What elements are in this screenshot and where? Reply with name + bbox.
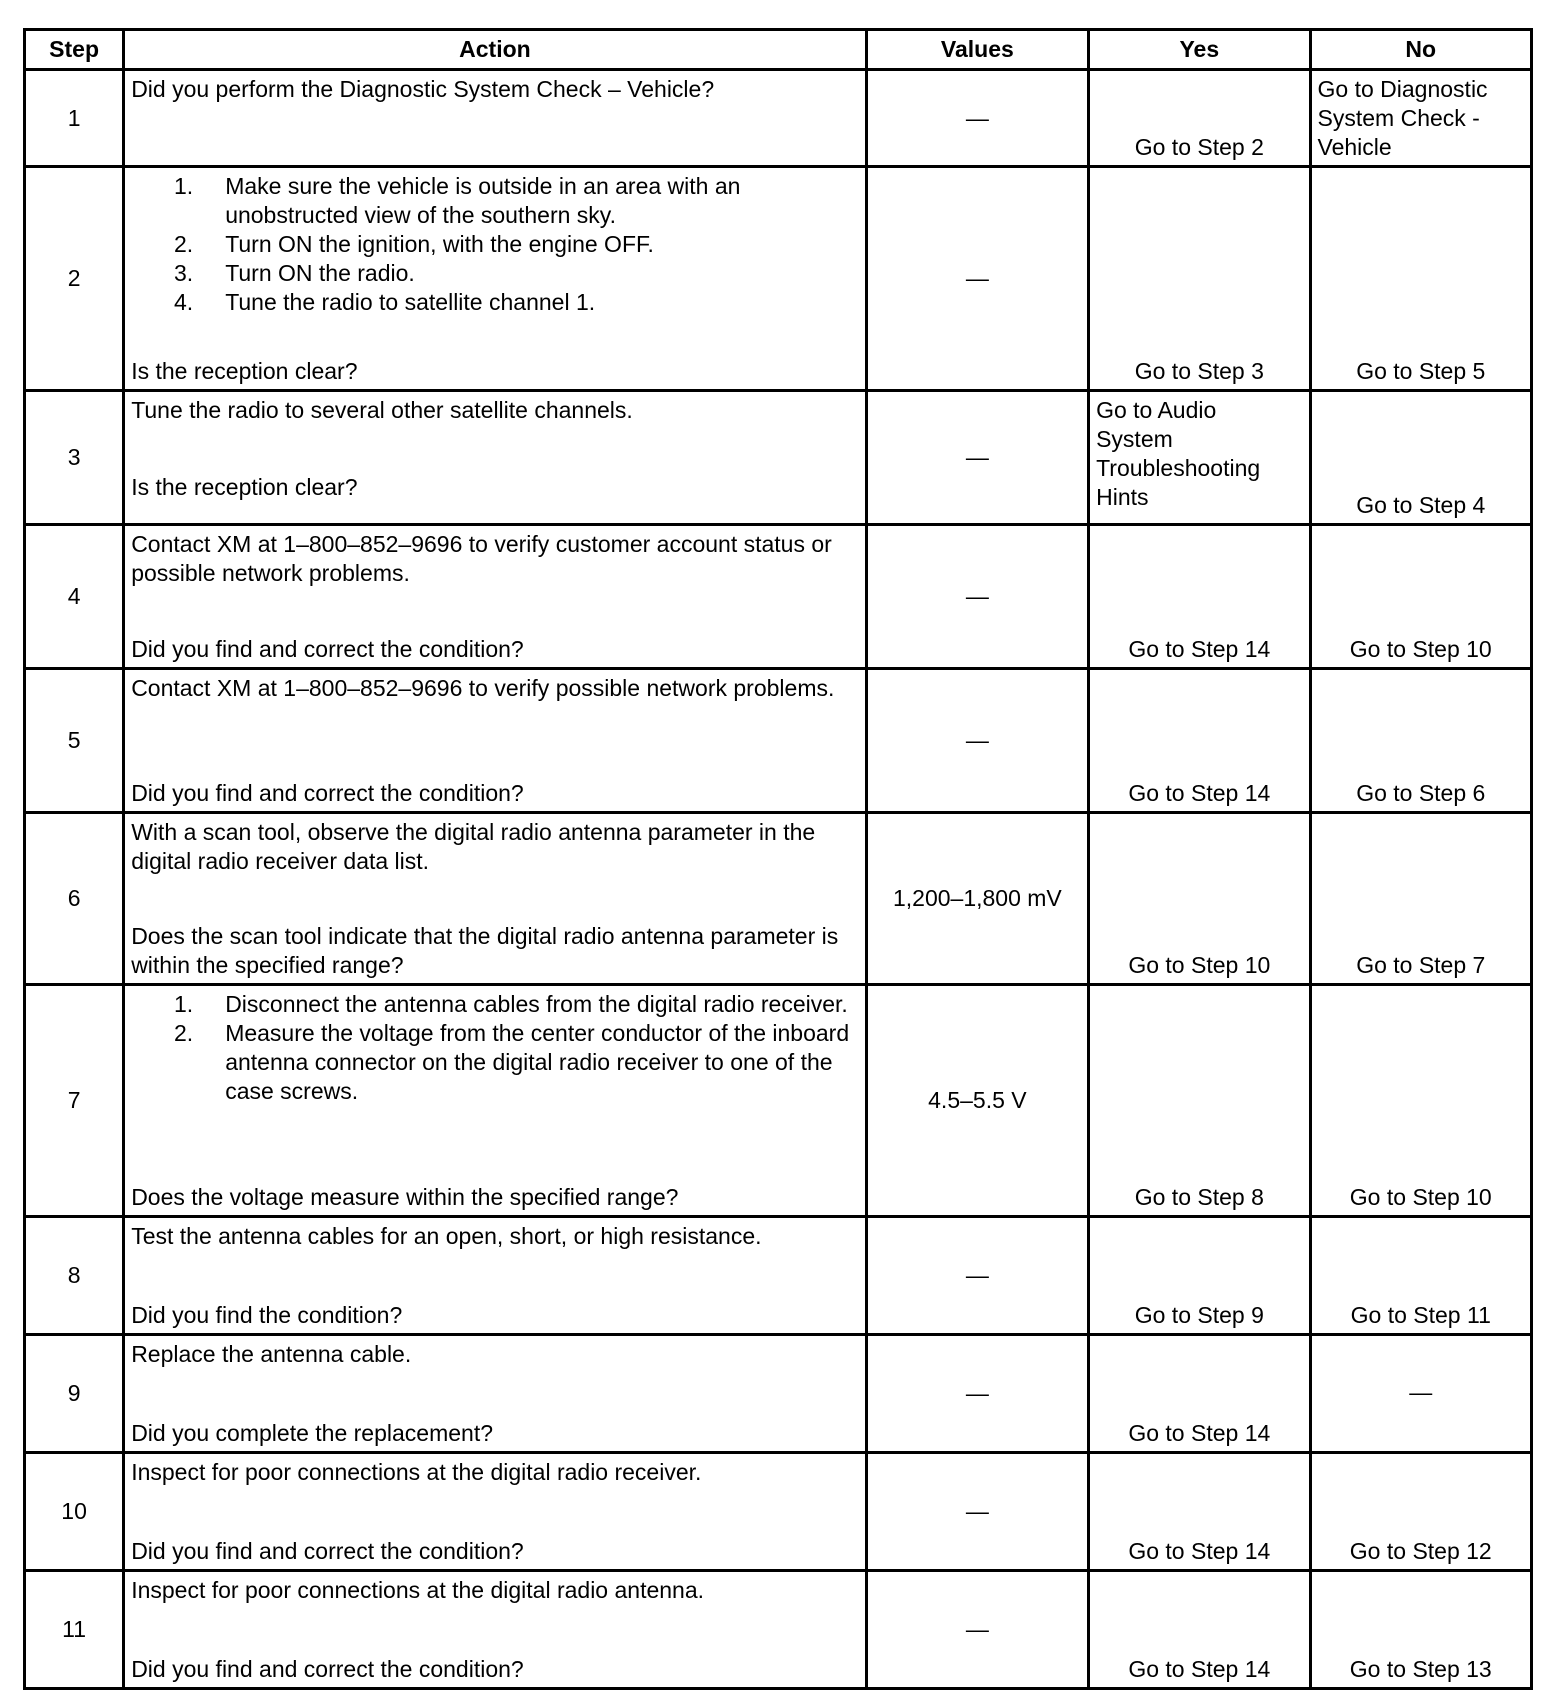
header-row: [25, 30, 1532, 70]
action-cell: [124, 1571, 866, 1689]
action-list-item: Turn ON the ignition, with the engine OFF.: [225, 231, 654, 257]
action-text: Inspect for poor connections at the digital radio antenna.: [131, 1577, 705, 1603]
action-list-item: Measure the voltage from the center conductor of the inboard antenna connector on the digital radio receiver to one of the case screws.: [225, 1020, 850, 1104]
step-number: 6: [25, 813, 124, 985]
action-cell: [124, 669, 866, 813]
action-list-item: Make sure the vehicle is outside in an area with an unobstructed view of the southern sky.: [225, 173, 741, 228]
table-row: [25, 1571, 1532, 1689]
action-text: With a scan tool, observe the digital radio antenna parameter in the digital radio receiver data list.: [131, 819, 816, 874]
step-number: 5: [25, 669, 124, 813]
action-question: Did you find and correct the condition?: [131, 1656, 524, 1682]
step-number: 11: [25, 1571, 124, 1689]
action-cell: [124, 167, 866, 391]
action-cell: [124, 1335, 866, 1453]
values-cell: —: [866, 167, 1088, 391]
no-cell: Go to Step 4: [1310, 391, 1531, 525]
step-number: 7: [25, 985, 124, 1217]
action-list-item: Disconnect the antenna cables from the digital radio receiver.: [225, 991, 848, 1017]
table-row: [25, 1335, 1532, 1453]
no-cell: Go to Step 10: [1310, 525, 1531, 669]
yes-cell: Go to Step 14: [1089, 1453, 1310, 1571]
values-cell: —: [866, 1217, 1088, 1335]
no-cell: Go to Step 7: [1310, 813, 1531, 985]
yes-cell: Go to Step 14: [1089, 525, 1310, 669]
action-cell: [124, 70, 866, 167]
diagnostic-table: [23, 28, 1533, 1690]
step-number: 1: [25, 70, 124, 167]
values-cell: —: [866, 1453, 1088, 1571]
table-row: [25, 669, 1532, 813]
values-cell: —: [866, 1571, 1088, 1689]
values-cell: —: [866, 525, 1088, 669]
table-row: [25, 525, 1532, 669]
no-cell: Go to Diagnostic System Check - Vehicle: [1310, 70, 1531, 167]
action-cell: [124, 1217, 866, 1335]
action-cell: [124, 525, 866, 669]
values-cell: —: [866, 391, 1088, 525]
action-text: Inspect for poor connections at the digital radio receiver.: [131, 1459, 702, 1485]
step-number: 8: [25, 1217, 124, 1335]
table-row: [25, 391, 1532, 525]
table-row: [25, 985, 1532, 1217]
action-cell: [124, 1453, 866, 1571]
action-question: Does the voltage measure within the specified range?: [131, 1184, 679, 1210]
yes-cell: Go to Step 9: [1089, 1217, 1310, 1335]
table-row: [25, 1217, 1532, 1335]
no-cell: Go to Step 6: [1310, 669, 1531, 813]
table-row: [25, 813, 1532, 985]
action-list: [131, 990, 858, 1106]
action-question: Did you find and correct the condition?: [131, 1538, 524, 1564]
action-question: Is the reception clear?: [131, 474, 358, 500]
action-text: Contact XM at 1–800–852–9696 to verify possible network problems.: [131, 675, 835, 701]
action-question: Did you find and correct the condition?: [131, 780, 524, 806]
no-cell: Go to Step 11: [1310, 1217, 1531, 1335]
header-step: Step: [25, 30, 124, 70]
step-number: 3: [25, 391, 124, 525]
yes-cell: Go to Step 8: [1089, 985, 1310, 1217]
action-cell: [124, 813, 866, 985]
action-cell: [124, 391, 866, 525]
values-cell: —: [866, 669, 1088, 813]
header-no: No: [1310, 30, 1531, 70]
values-cell: 1,200–1,800 mV: [866, 813, 1088, 985]
values-cell: 4.5–5.5 V: [866, 985, 1088, 1217]
step-number: 9: [25, 1335, 124, 1453]
action-question: Did you find the condition?: [131, 1302, 403, 1328]
table-row: [25, 167, 1532, 391]
yes-cell: Go to Step 3: [1089, 167, 1310, 391]
action-question: Is the reception clear?: [131, 358, 358, 384]
no-cell: Go to Step 13: [1310, 1571, 1531, 1689]
yes-cell: Go to Step 14: [1089, 669, 1310, 813]
yes-cell: Go to Step 2: [1089, 70, 1310, 167]
header-action: Action: [124, 30, 866, 70]
action-text: Test the antenna cables for an open, short, or high resistance.: [131, 1223, 762, 1249]
action-text: Contact XM at 1–800–852–9696 to verify customer account status or possible network problems.: [131, 531, 832, 586]
action-text: Tune the radio to several other satellite channels.: [131, 397, 633, 423]
yes-cell: Go to Audio System Troubleshooting Hints: [1089, 391, 1310, 525]
action-text: Did you perform the Diagnostic System Check – Vehicle?: [131, 76, 715, 102]
action-question: Did you find and correct the condition?: [131, 636, 524, 662]
action-text: Replace the antenna cable.: [131, 1341, 412, 1367]
action-list: [131, 172, 858, 317]
action-list-item: Turn ON the radio.: [225, 260, 415, 286]
header-values: Values: [866, 30, 1088, 70]
action-question: Does the scan tool indicate that the digital radio antenna parameter is within the specified range?: [131, 923, 839, 978]
step-number: 4: [25, 525, 124, 669]
yes-cell: Go to Step 10: [1089, 813, 1310, 985]
no-cell: Go to Step 5: [1310, 167, 1531, 391]
action-question: Did you complete the replacement?: [131, 1420, 493, 1446]
table-row: [25, 1453, 1532, 1571]
table-row: [25, 70, 1532, 167]
action-list-item: Tune the radio to satellite channel 1.: [225, 289, 596, 315]
no-cell: Go to Step 12: [1310, 1453, 1531, 1571]
yes-cell: Go to Step 14: [1089, 1571, 1310, 1689]
yes-cell: Go to Step 14: [1089, 1335, 1310, 1453]
no-cell: Go to Step 10: [1310, 985, 1531, 1217]
action-cell: [124, 985, 866, 1217]
no-cell: —: [1310, 1335, 1531, 1453]
values-cell: —: [866, 1335, 1088, 1453]
step-number: 2: [25, 167, 124, 391]
header-yes: Yes: [1089, 30, 1310, 70]
step-number: 10: [25, 1453, 124, 1571]
values-cell: —: [866, 70, 1088, 167]
